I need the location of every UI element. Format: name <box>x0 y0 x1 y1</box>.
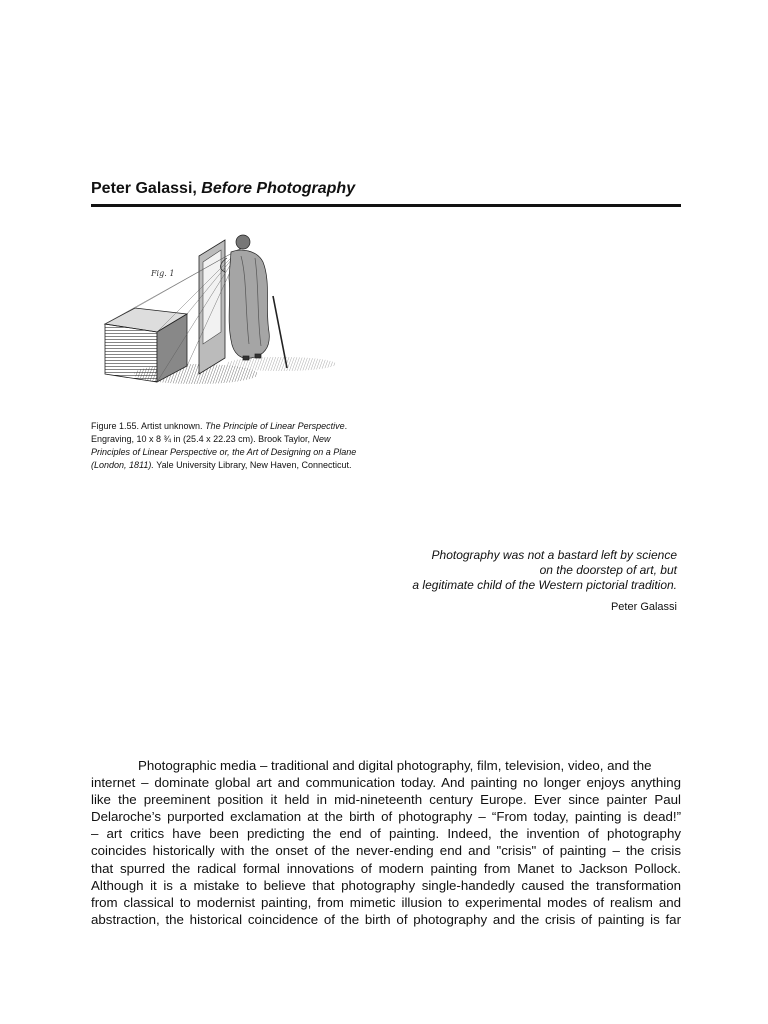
body-line: Photographic media – traditional and digital photography, film, television, video, and the <box>138 758 652 773</box>
body-line: abstraction, the historical coincidence of the birth of photography and the crisis of painting is far <box>91 911 681 927</box>
body-line: coincides historically with the onset of the never-ending end and "crisis" of painting – the crisis <box>91 843 681 859</box>
figure-label: Fig. 1 <box>151 269 175 278</box>
caption-part-1: Figure 1.55. Artist unknown. <box>91 421 206 431</box>
body-line: that spurred the radical formal innovations of modern painting from Manet to Jackson Pollock. <box>91 860 681 876</box>
body-line: like the preeminent position it held in mid-nineteenth century Europe. Ever since painter Paul <box>91 792 681 808</box>
caption-title-1: The Principle of Linear Perspective <box>205 421 345 431</box>
quote-line: on the doorstep of art, but <box>539 563 677 577</box>
quote-line: a legitimate child of the Western pictorial tradition. <box>412 578 677 592</box>
heading-rule <box>91 204 681 207</box>
caption-part-2: . Engraving, 10 x 8 ¾ in (25.4 x 22.23 cm). Brook Taylor, <box>91 421 348 444</box>
figure-caption <box>91 420 361 472</box>
quote-attribution: Peter Galassi <box>610 601 677 613</box>
heading-title: Before Photography <box>201 180 356 197</box>
body-line: Although it is a mistake to believe that photography single-handedly caused the transformation <box>91 877 681 893</box>
body-line: from classical to modernist painting, from mimetic illusion to experimental modes of realism and <box>91 894 681 910</box>
body-paragraph <box>91 757 681 928</box>
caption-title-2: New Principles of Linear Perspective or, the Art of Designing on a Plane (London, 1811). <box>91 434 357 470</box>
heading-author: Peter Galassi, <box>91 180 202 197</box>
body-line: – art critics have been predicting the end of painting. Indeed, the invention of photography <box>91 826 681 842</box>
quote-line: Photography was not a bastard left by science <box>431 548 677 562</box>
caption-part-3: Yale University Library, New Haven, Connecticut. <box>153 460 352 470</box>
perspective-engraving <box>91 228 353 386</box>
body-line: Delaroche’s purported exclamation at the birth of photography – “From today, painting is dead!” <box>91 809 681 825</box>
page-heading <box>91 178 681 200</box>
epigraph-quote <box>360 548 677 593</box>
body-line: internet – dominate global art and communication today. And painting no longer enjoys anything <box>91 775 681 791</box>
